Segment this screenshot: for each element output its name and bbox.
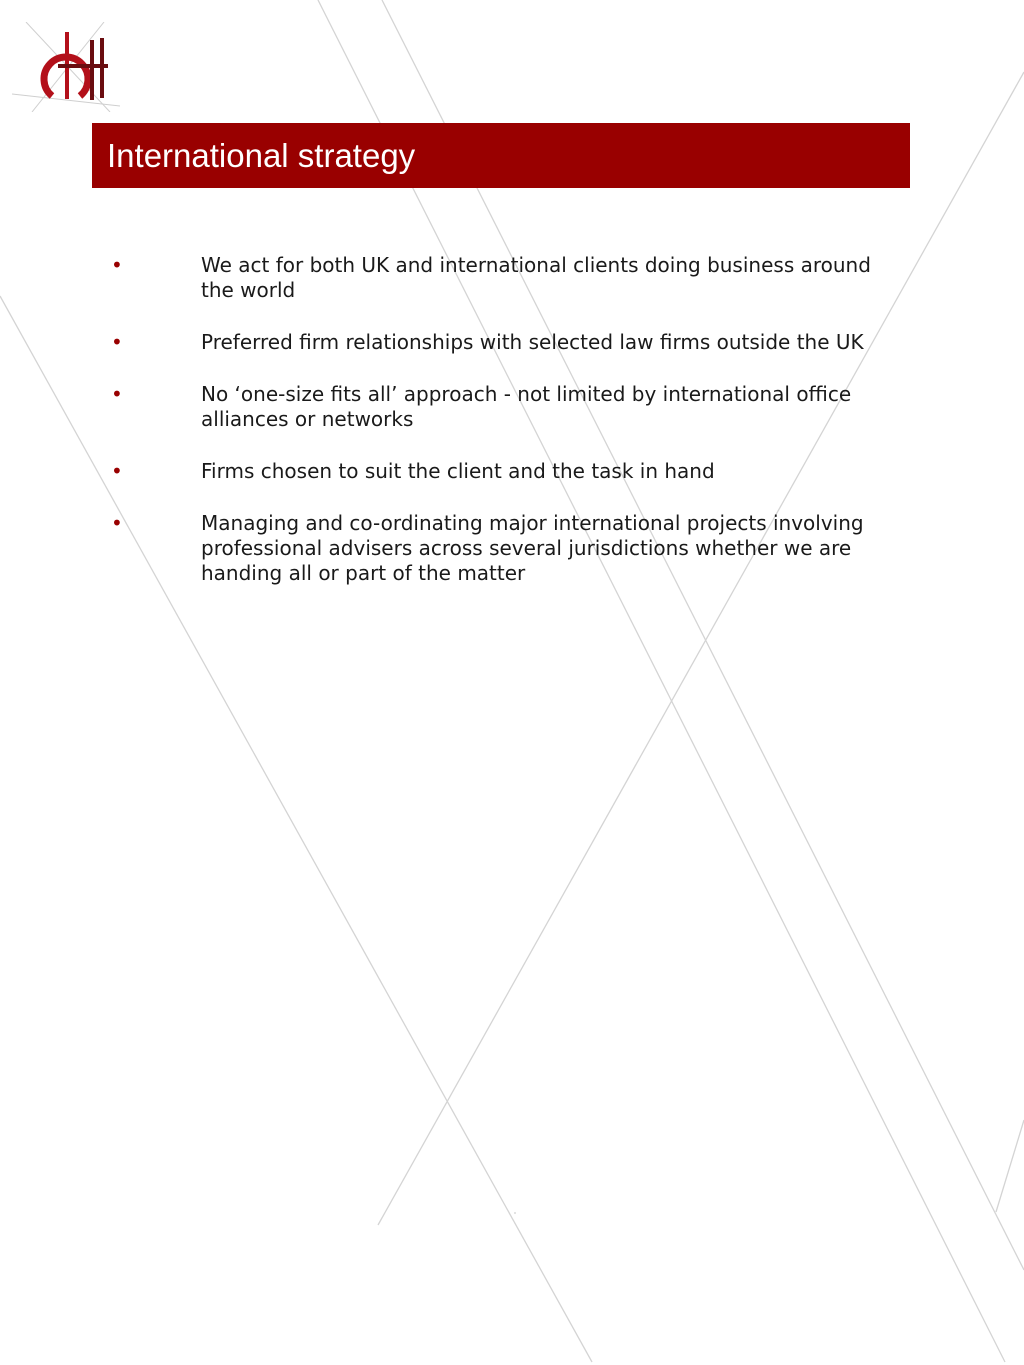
bullet-icon: • [111, 511, 123, 535]
bullet-icon: • [111, 253, 123, 277]
bullet-item [108, 253, 898, 303]
slide-title: International strategy [107, 137, 416, 174]
bullet-text: Preferred firm relationships with selected law firms outside the UK [201, 330, 864, 354]
bullet-text: Firms chosen to suit the client and the task in hand [201, 459, 715, 483]
bullet-item [108, 330, 898, 355]
bullet-item [108, 459, 898, 484]
bullet-item [108, 382, 898, 432]
bullet-item [108, 511, 898, 586]
company-logo [12, 22, 120, 112]
bullet-icon: • [111, 330, 123, 354]
bullet-icon: • [111, 459, 123, 483]
bullet-icon: • [111, 382, 123, 406]
title-bar [92, 123, 910, 188]
bullet-text: Managing and co-ordinating major international projects involving professional advisers across several jurisdictions whether we are handing all or part of the matter [201, 511, 864, 585]
bullet-text: No ‘one-size fits all’ approach - not limited by international office alliances or networks [201, 382, 852, 431]
bullet-list [108, 253, 898, 613]
bullet-text: We act for both UK and international clients doing business around the world [201, 253, 871, 302]
